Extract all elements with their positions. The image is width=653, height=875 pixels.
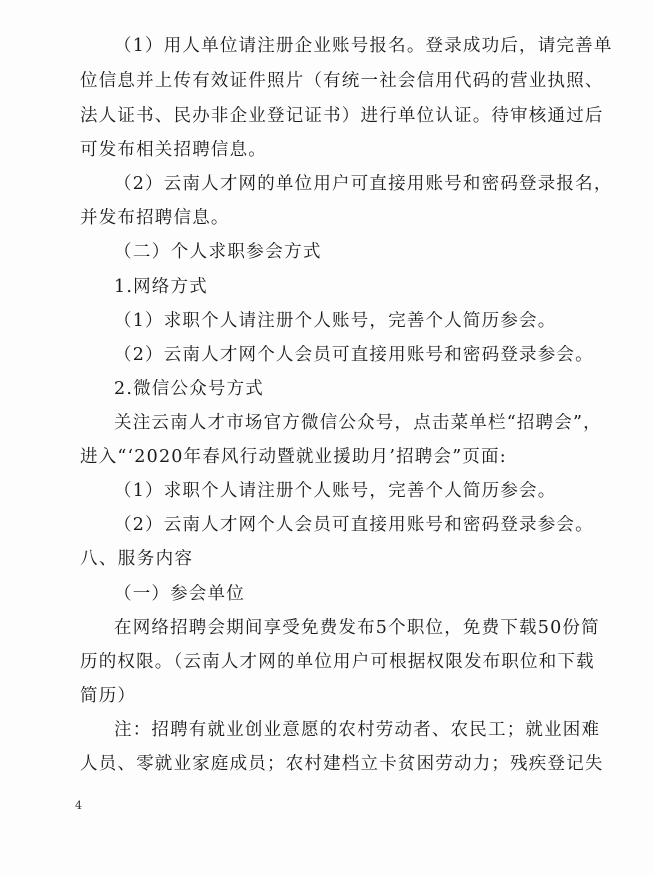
paragraph-2-line-1: （2）云南人才网的单位用户可直接用账号和密码登录报名， <box>114 174 613 194</box>
wechat-item-1: （1）求职个人请注册个人账号，完善个人简历参会。 <box>114 481 557 501</box>
paragraph-1-line-4: 可发布相关招聘信息。 <box>80 140 267 160</box>
page-number: 4 <box>75 799 82 812</box>
note-line-2: 人员、零就业家庭成员；农村建档立卡贫困劳动力；残疾登记失 <box>80 754 604 774</box>
paragraph-1-line-1: （1）用人单位请注册企业账号报名。登录成功后，请完善单 <box>114 36 613 56</box>
wechat-item-2: （2）云南人才网个人会员可直接用账号和密码登录参会。 <box>114 515 594 535</box>
services-paragraph-line-3: 简历） <box>80 686 137 706</box>
paragraph-1-line-3: 法人证书、民办非企业登记证书）进行单位认证。待审核通过后 <box>80 106 604 126</box>
section-heading-services: 八、服务内容 <box>80 549 194 569</box>
section-heading-personal: （二）个人求职参会方式 <box>114 242 322 262</box>
wechat-paragraph-line-2: 进入“‘2020年春风行动暨就业援助月’招聘会”页面: <box>80 447 507 467</box>
subheading-online: 1.网络方式 <box>114 277 208 297</box>
online-item-1: （1）求职个人请注册个人账号，完善个人简历参会。 <box>114 311 557 331</box>
online-item-2: （2）云南人才网个人会员可直接用账号和密码登录参会。 <box>114 345 594 365</box>
paragraph-2-line-2: 并发布招聘信息。 <box>80 208 230 228</box>
paragraph-1-line-2: 位信息并上传有效证件照片（有统一社会信用代码的营业执照、 <box>80 71 604 91</box>
note-line-1: 注：招聘有就业创业意愿的农村劳动者、农民工；就业困难 <box>114 720 601 740</box>
services-paragraph-line-2: 历的权限。（云南人才网的单位用户可根据权限发布职位和下载 <box>80 652 595 672</box>
subheading-wechat: 2.微信公众号方式 <box>114 379 264 399</box>
subheading-employers: （一）参会单位 <box>114 584 245 604</box>
wechat-paragraph-line-1: 关注云南人才市场官方微信公众号，点击菜单栏“招聘会”， <box>114 413 602 433</box>
services-paragraph-line-1: 在网络招聘会期间享受免费发布5个职位，免费下载50份简 <box>114 618 600 638</box>
